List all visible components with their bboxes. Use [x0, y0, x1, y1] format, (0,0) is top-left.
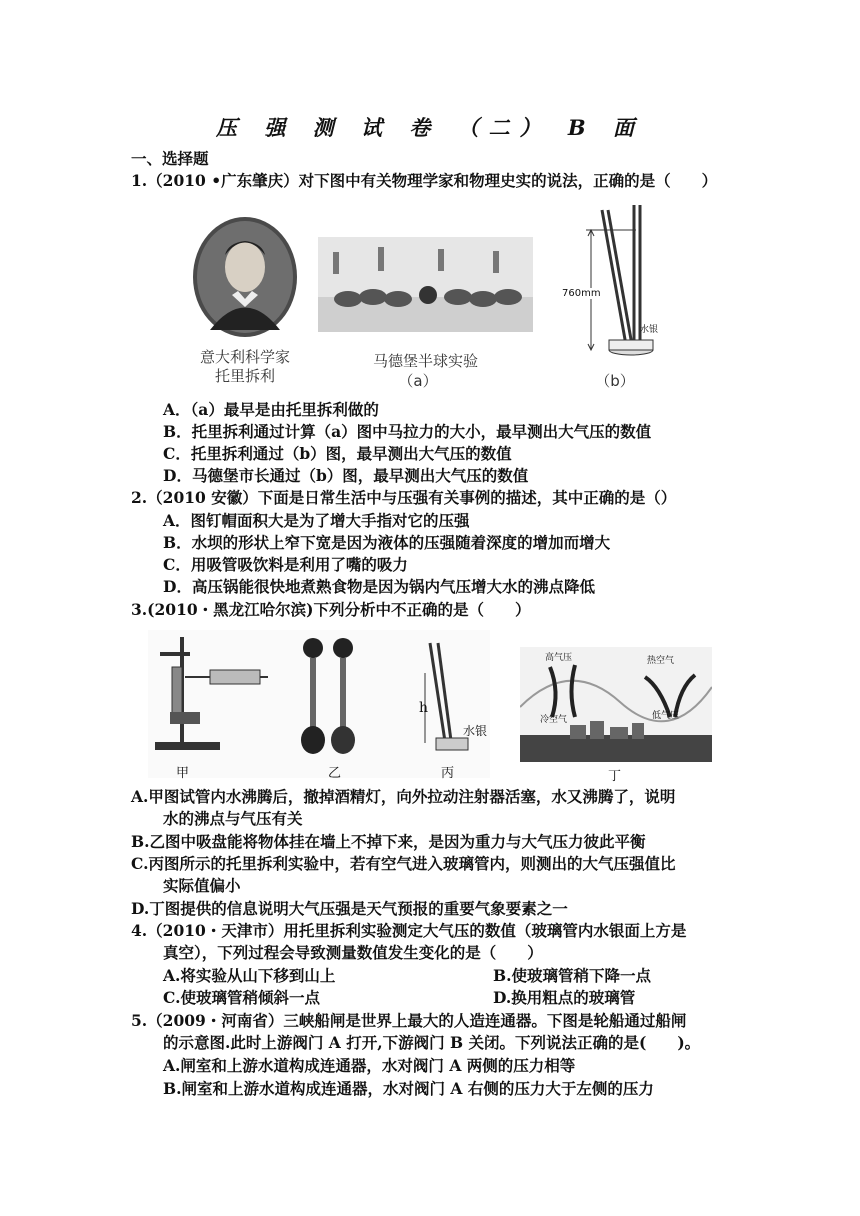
q3-option-c: C.丙图所示的托里拆利实验中，若有空气进入玻璃管内，则测出的大气压强值比	[131, 854, 676, 873]
q4-option-a: A.将实验从山下移到山上	[163, 966, 336, 985]
fig-label-b: （b）	[595, 372, 635, 390]
fig-bing-torricelli	[410, 638, 490, 758]
q4-option-b: B.使玻璃管稍下降一点	[493, 966, 651, 985]
fig-ding-low-label: 低气压	[652, 711, 680, 721]
q2-option-a: A．图钉帽面积大是为了增大手指对它的压强	[163, 511, 470, 530]
q3-stem: 3.(2010・黑龙江哈尔滨)下列分析中不正确的是（ ）	[131, 600, 531, 619]
q1-option-d: D．马德堡市长通过（b）图，最早测出大气压的数值	[163, 466, 529, 485]
fig-label-ding: 丁	[608, 769, 622, 784]
q3-option-d: D.丁图提供的信息说明大气压强是天气预报的重要气象要素之一	[131, 899, 568, 918]
fig-ding-high-label: 高气压	[545, 653, 573, 663]
q3-option-c-cont: 实际值偏小	[163, 876, 241, 895]
q3-option-b: B.乙图中吸盘能将物体挂在墙上不掉下来，是因为重力与大气压力彼此平衡	[131, 832, 646, 851]
fig-jia-apparatus	[150, 632, 270, 757]
q1-option-c: C．托里拆利通过（b）图，最早测出大气压的数值	[163, 444, 512, 463]
fig-bing-h-label: h	[419, 700, 429, 716]
fig-bing-mercury-label: 水银	[463, 724, 488, 738]
portrait-caption-1: 意大利科学家	[199, 348, 290, 366]
q1-stem: 1.（2010 •广东肇庆）对下图中有关物理学家和物理史实的说法，正确的是（ ）	[131, 171, 718, 190]
q3-option-a-cont: 水的沸点与气压有关	[163, 809, 303, 828]
q3-option-a: A.甲图试管内水沸腾后，撤掉酒精灯，向外拉动注射器活塞，水又沸腾了，说明	[131, 787, 676, 806]
q5-stem-2: 的示意图.此时上游阀门 A 打开,下游阀门 B 关闭。下列说法正确的是( )。	[163, 1033, 701, 1052]
q1-option-a: A．（a）最早是由托里拆利做的	[163, 400, 379, 419]
portrait-caption-2: 托里拆利	[214, 367, 275, 385]
portrait-figure	[190, 215, 300, 340]
fig-yi-suction-cups	[295, 636, 365, 758]
q2-stem: 2.（2010 安徽）下面是日常生活中与压强有关事例的描述，其中正确的是（）	[131, 488, 677, 507]
q2-option-b: B．水坝的形状上窄下宽是因为液体的压强随着深度的增加而增大	[163, 533, 611, 552]
fig-label-a: （a）	[398, 372, 438, 390]
q2-option-d: D．高压锅能很快地煮熟食物是因为锅内气压增大水的沸点降低	[163, 577, 595, 596]
magdeburg-caption: 马德堡半球实验	[372, 352, 478, 370]
q4-stem-2: 真空），下列过程会导致测量数值发生变化的是（ ）	[163, 943, 543, 962]
page-title: 压 强 测 试 卷 （二） B 面	[216, 115, 644, 140]
q4-option-d: D.换用粗点的玻璃管	[493, 988, 636, 1007]
q4-option-c: C.使玻璃管稍倾斜一点	[163, 988, 320, 1007]
q2-option-c: C．用吸管吸饮料是利用了嘴的吸力	[163, 555, 408, 574]
fig-label-jia: 甲	[176, 766, 190, 781]
fig-ding-weather	[520, 647, 712, 762]
torricelli-mercury-label: 水银	[640, 325, 659, 335]
torricelli-760-label: 760mm	[562, 288, 601, 299]
q5-option-b: B.闸室和上游水道构成连通器，水对阀门 A 右侧的压力大于左侧的压力	[163, 1079, 654, 1098]
section-heading: 一、选择题	[131, 149, 209, 168]
q1-option-b: B．托里拆利通过计算（a）图中马拉力的大小，最早测出大气压的数值	[163, 422, 652, 441]
q5-stem-1: 5.（2009・河南省）三峡船闸是世界上最大的人造连通器。下图是轮船通过船闸	[131, 1011, 687, 1030]
magdeburg-figure	[318, 237, 533, 332]
q5-option-a: A.闸室和上游水道构成连通器，水对阀门 A 两侧的压力相等	[163, 1056, 576, 1075]
fig-ding-hot-label: 热空气	[647, 656, 675, 666]
fig-ding-cold-label: 冷空气	[540, 715, 568, 725]
fig-label-yi: 乙	[328, 766, 342, 781]
q4-stem-1: 4.（2010・天津市）用托里拆利实验测定大气压的数值（玻璃管内水银面上方是	[131, 921, 687, 940]
fig-label-bing: 丙	[441, 766, 455, 781]
